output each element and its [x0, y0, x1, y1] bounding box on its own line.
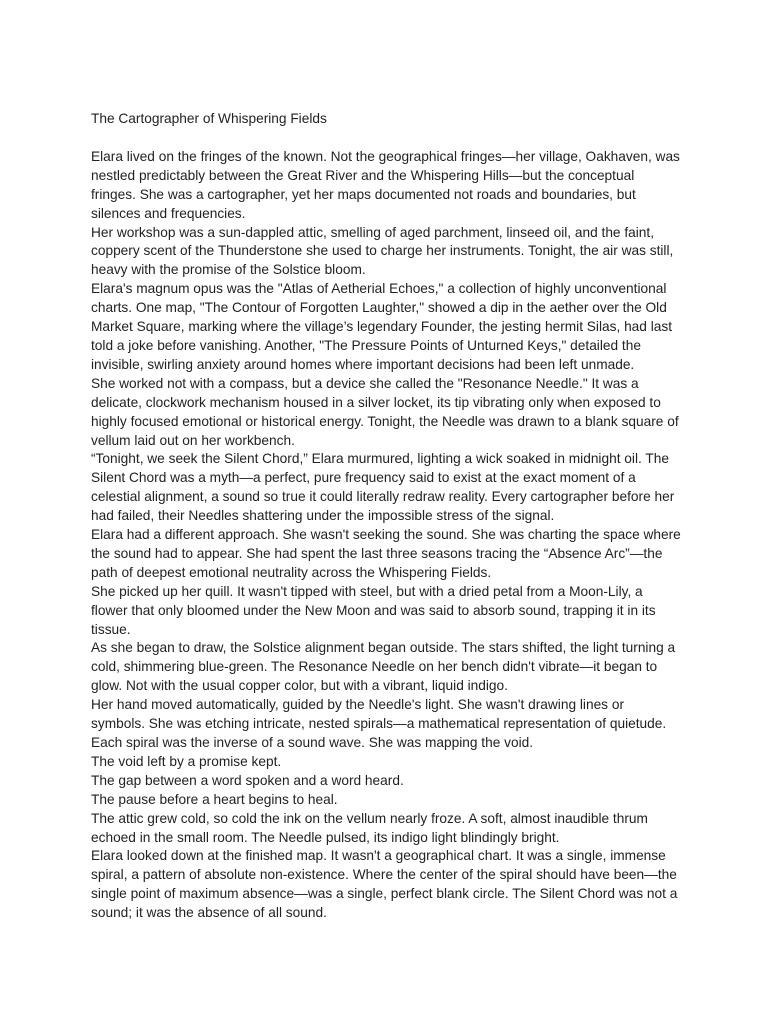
paragraph: Elara's magnum opus was the "Atlas of Aetherial Echoes," a collection of highly unconventional charts. One map, "The Contour of Forgotten Laughter," showed a dip in the aether over the Old Market Square, marking where the village’s legendary Founder, the jesting hermit Silas, had last told a joke before vanishing. Another, "The Pressure Points of Unturned Keys," detailed the invisible, swirling anxiety around homes where important decisions had been left unmade. — [91, 281, 673, 372]
paragraph: “Tonight, we seek the Silent Chord,” Elara murmured, lighting a wick soaked in midnight oil. The Silent Chord was a myth—a perfect, pure frequency said to exist at the exact moment of a celestial alignment, a sound so true it could literally redraw reality. Every cartographer before her had failed, their Needles shattering under the impossible stress of the signal. — [91, 451, 675, 524]
paragraph: The attic grew cold, so cold the ink on the vellum nearly froze. A soft, almost inaudible thrum echoed in the small room. The Needle pulsed, its indigo light blindingly bright. — [91, 810, 648, 845]
paragraph: The void left by a promise kept. — [91, 753, 282, 769]
paragraph: Elara lived on the fringes of the known. Not the geographical fringes—her village, Oakhaven, was nestled predictably between the Great River and the Whispering Hills—but the conceptual fringes. She was a cartographer, yet her maps documented not roads and boundaries, but silences and frequencies. — [91, 148, 680, 221]
paragraph: Elara had a different approach. She wasn't seeking the sound. She was charting the space where the sound had to appear. She had spent the last three seasons tracing the “Absence Arc”—the path of deepest emotional neutrality across the Whispering Fields. — [91, 527, 681, 580]
paragraph: Elara looked down at the finished map. It wasn't a geographical chart. It was a single, immense spiral, a pattern of absolute non-existence. Where the center of the spiral should have been—the single point of maximum absence—was a single, perfect blank circle. The Silent Chord was not a sound; it was the absence of all sound. — [91, 848, 678, 921]
paragraph: She worked not with a compass, but a device she called the "Resonance Needle." It was a delicate, clockwork mechanism housed in a silver locket, its tip vibrating only when exposed to highly focused emotional or historical energy. Tonight, the Needle was drawn to a blank square of vellum laid out on her workbench. — [91, 375, 679, 448]
paragraph: Her hand moved automatically, guided by the Needle's light. She wasn't drawing lines or symbols. She was etching intricate, nested spirals—a mathematical representation of quietude. Each spiral was the inverse of a sound wave. She was mapping the void. — [91, 697, 667, 750]
document-body — [91, 148, 681, 923]
paragraph: The pause before a heart begins to heal. — [91, 791, 338, 807]
paragraph: Her workshop was a sun-dappled attic, smelling of aged parchment, linseed oil, and the faint, coppery scent of the Thunderstone she used to charge her instruments. Tonight, the air was still, heavy with the promise of the Solstice bloom. — [91, 224, 674, 278]
document-title: The Cartographer of Whispering Fields — [91, 111, 327, 126]
paragraph: She picked up her quill. It wasn't tipped with steel, but with a dried petal from a Moon-Lily, a flower that only bloomed under the New Moon and was said to absorb sound, trapping it in its tissue. — [91, 583, 656, 637]
paragraph: The gap between a word spoken and a word heard. — [91, 772, 404, 788]
document-page — [91, 110, 681, 923]
paragraph: As she began to draw, the Solstice alignment began outside. The stars shifted, the light turning a cold, shimmering blue-green. The Resonance Needle on her bench didn't vibrate—it began to glow. Not with the usual copper color, but with a vibrant, liquid indigo. — [91, 640, 676, 694]
